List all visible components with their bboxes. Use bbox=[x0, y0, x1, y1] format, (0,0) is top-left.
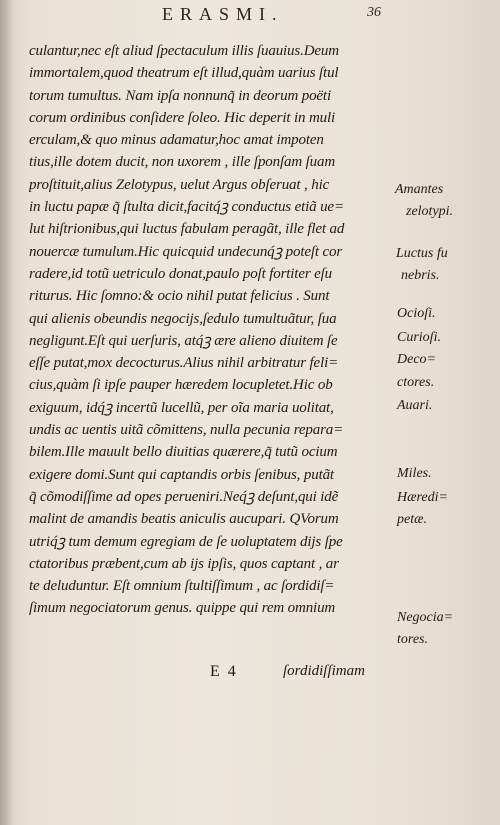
text-line: te deluduntur. Eſt omnium ſtultiſſimum , ac ſordidiſ= bbox=[29, 578, 335, 595]
margin-note: Auari. bbox=[397, 398, 433, 413]
text-line: in luctu papæ q̃ ſtulta dicit,facitq́ꝫ conductus etiã ue= bbox=[29, 199, 344, 216]
text-line: riturus. Hic ſomno:& ocio nihil putat felicius . Sunt bbox=[29, 288, 330, 305]
running-head bbox=[0, 4, 500, 32]
text-line: torum tumultus. Nam ipſa nonnunq̃ in deorum poëti bbox=[29, 87, 331, 104]
text-line: nouercæ tumulum.Hic quicquid undecunq́ꝫ poteſt cor bbox=[29, 243, 343, 260]
margin-note: Deco= bbox=[397, 352, 436, 367]
text-line: utriq́ꝫ tum demum egregiam de ſe uoluptatem dijs ſpe bbox=[29, 533, 343, 550]
margin-note: Amantes bbox=[395, 182, 444, 197]
text-line: ctatoribus præbent,cum ab ijs ipſis, quos captant , ar bbox=[29, 555, 339, 572]
running-title: ERASMI. bbox=[162, 4, 284, 24]
margin-note: Negocia= bbox=[397, 610, 454, 625]
text-line: bilem.Ille mauult bello diuitias quærere,q̃ tutũ ocium bbox=[29, 444, 338, 461]
page-footer bbox=[0, 663, 500, 687]
text-line: lut hiſtrionibus,qui luctus fabulam peragãt, ille flet ad bbox=[29, 221, 345, 238]
text-line: cius,quàm ſi ipſe pauper hæredem locupletet.Hic ob bbox=[29, 377, 333, 394]
text-line: eſſe putat,mox decocturus.Alius nihil arbitratur feli= bbox=[29, 355, 339, 372]
text-line: corum ordinibus conſidere ſoleo. Hic deperit in muli bbox=[29, 109, 336, 126]
margin-note: Curioſi. bbox=[397, 330, 441, 345]
margin-note: petæ. bbox=[397, 512, 427, 527]
text-line: qui alienis obeundis negocijs,ſedulo tumultuãtur, ſua bbox=[29, 310, 337, 327]
text-line: undis ac uentis uitã cõmittens, nulla pecunia repara= bbox=[29, 422, 344, 439]
catchword: ſordidiſſimam bbox=[283, 663, 365, 679]
text-line: exiguum, idq́ꝫ incertũ lucellũ, per oĩa maria uolitat, bbox=[29, 399, 334, 416]
signature-mark: E 4 bbox=[210, 663, 238, 680]
margin-note: zelotypi. bbox=[406, 204, 454, 219]
margin-note: nebris. bbox=[401, 268, 440, 283]
text-line: culantur,nec eſt aliud ſpectaculum illis ſuauius.Deum bbox=[29, 43, 339, 59]
margin-note: Miles. bbox=[397, 466, 432, 481]
text-line: radere,id totũ uetriculo donat,paulo poſt fortiter eſu bbox=[29, 265, 332, 282]
body-text bbox=[29, 40, 389, 620]
gutter-shadow bbox=[0, 0, 14, 825]
text-line: erculam,& quo minus adamatur,hoc amat impoten bbox=[29, 132, 324, 149]
text-line: malint de amandis beatis aniculis aucupari. QVorum bbox=[29, 511, 339, 528]
text-line: ſimum negociatorum genus. quippe qui rem omnium bbox=[29, 600, 336, 617]
text-line: proſtituit,alius Zelotypus, uelut Argus obſeruat , hic bbox=[29, 176, 330, 193]
text-line: tius,ille dotem ducit, non uxorem , ille ſponſam ſuam bbox=[29, 154, 336, 171]
margin-note: Ocioſi. bbox=[397, 306, 436, 321]
margin-note: Hæredi= bbox=[397, 490, 448, 505]
text-line: exigere domi.Sunt qui captandis orbis ſenibus, putãt bbox=[29, 466, 334, 483]
margin-note: tores. bbox=[397, 632, 428, 647]
folio-number: 36 bbox=[367, 5, 381, 20]
text-line: negligunt.Eſt qui uerſuris, atq́ꝫ ære alieno diuitem ſe bbox=[29, 332, 338, 349]
text-line: q̃ cõmodiſſime ad opes perueniri.Neq́ꝫ deſunt,qui idẽ bbox=[29, 488, 339, 505]
margin-note: ctores. bbox=[397, 375, 435, 390]
text-line: immortalem,quod theatrum eſt illud,quàm uarius ſtul bbox=[29, 65, 339, 82]
margin-note: Luctus fu bbox=[396, 246, 448, 261]
